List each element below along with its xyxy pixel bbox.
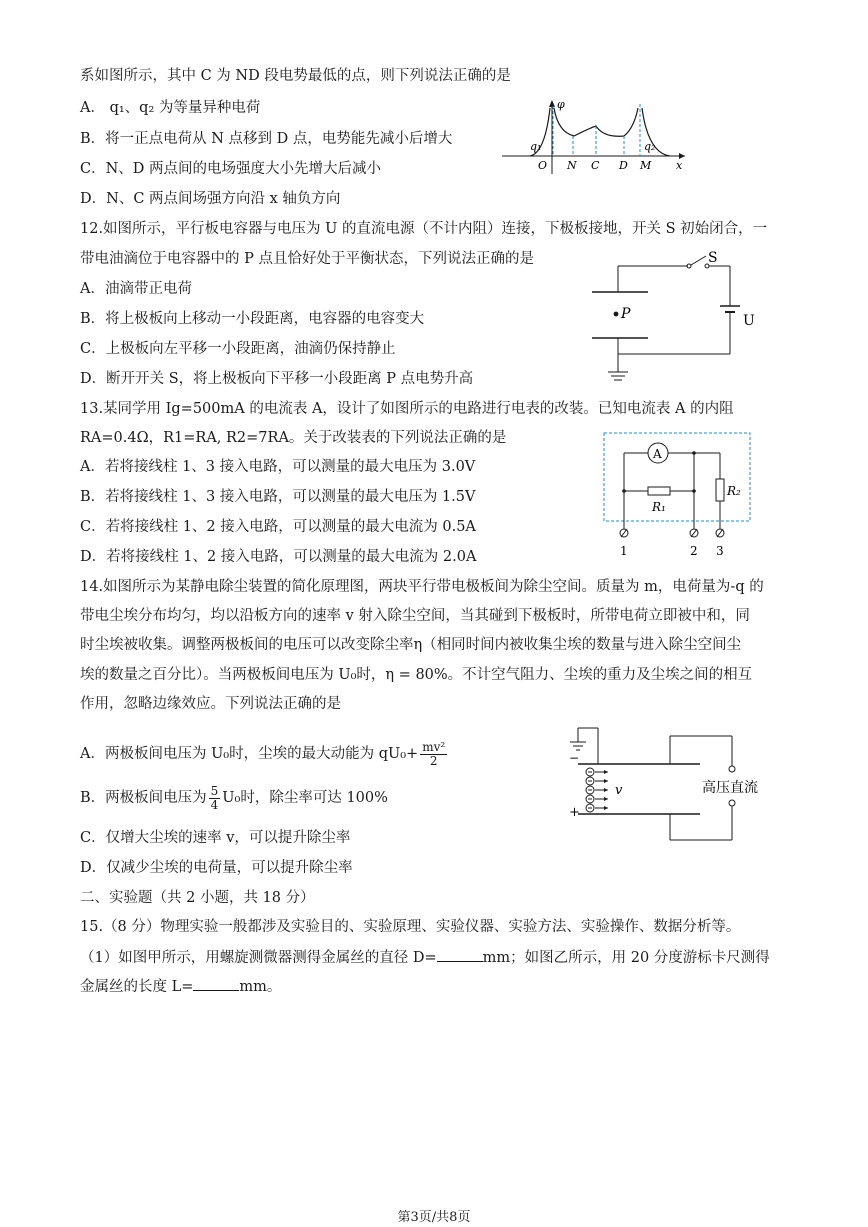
q15-sub1-text-a: （1）如图甲所示，用螺旋测微器测得金属丝的直径 D= xyxy=(80,950,437,966)
q14-option-b-fraction xyxy=(209,785,221,812)
q12-stem-line1: 12.如图所示，平行板电容器与电压为 U 的直流电源（不计内阻）连接，下极板接地，开关 S 初始闭合，一 xyxy=(80,221,768,237)
r2-label: R₂ xyxy=(727,484,741,498)
q14-stem-line1: 14.如图所示为某静电除尘装置的简化原理图，两块平行带电极板间为除尘空间。质量为 m，电荷量为-q 的 xyxy=(80,579,764,595)
terminal-1-label: 1 xyxy=(620,544,628,558)
potential-graph-figure xyxy=(500,98,690,178)
point-c-label: C xyxy=(591,159,600,172)
q1-label: q₁ xyxy=(530,140,542,153)
q13-option-b: B．若将接线柱 1、3 接入电路，可以测量的最大电压为 1.5V xyxy=(80,489,476,505)
q14-stem-line5: 作用，忽略边缘效应。下列说法正确的是 xyxy=(80,696,341,712)
q13-option-d: D．若将接线柱 1、2 接入电路，可以测量的最大电流为 2.0A xyxy=(80,549,477,565)
q14-b-numerator: 5 xyxy=(210,783,219,798)
q12-option-c: C．上极板向左平移一小段距离，油滴仍保持静止 xyxy=(80,341,396,357)
q14-option-a-fraction xyxy=(420,741,447,768)
q11-option-b: B．将一正点电荷从 N 点移到 D 点，电势能先减小后增大 xyxy=(80,131,453,147)
q14-option-b xyxy=(80,780,388,816)
diameter-answer-blank[interactable] xyxy=(437,947,483,962)
point-n-label: N xyxy=(567,159,577,172)
q12-option-a: A．油滴带正电荷 xyxy=(80,281,192,297)
q15-sub1-line1 xyxy=(80,947,770,968)
q14-stem-line2: 带电尘埃分布均匀，均以沿板方向的速率 v 射入除尘空间，当其碰到下极板时，所带电荷立即被中和，同 xyxy=(80,608,750,624)
q14-option-a-text: A．两极板间电压为 U₀时，尘埃的最大动能为 qU₀+ xyxy=(80,746,419,762)
axis-phi-label: φ xyxy=(557,98,565,111)
terminal-3-label: 3 xyxy=(716,544,724,558)
q11-option-c: C．N、D 两点间的电场强度大小先增大后减小 xyxy=(80,161,382,177)
q15-sub1-text-d: mm。 xyxy=(239,979,282,995)
q15-stem: 15.（8 分）物理实验一般都涉及实验目的、实验原理、实验仪器、实验方法、实验操作、数据分析等。 xyxy=(80,919,741,935)
q13-stem-line1: 13.某同学用 Ig=500mA 的电流表 A，设计了如图所示的电路进行电表的改装。已知电流表 A 的内阻 xyxy=(80,401,734,417)
ammeter-a-label: A xyxy=(653,447,662,461)
point-d-label: D xyxy=(619,159,628,172)
dust-removal-figure xyxy=(560,724,780,846)
q14-a-numerator: mv² xyxy=(422,739,446,754)
q11-option-d: D．N、C 两点间场强方向沿 x 轴负方向 xyxy=(80,191,341,207)
positive-plate-sign: + xyxy=(569,805,580,820)
axis-x-label: x xyxy=(676,159,683,172)
q14-stem-line3: 时尘埃被收集。调整两极板间的电压可以改变除尘率η（相同时间内被收集尘埃的数量与进入除尘空间尘 xyxy=(80,637,742,653)
capacitor-circuit-figure xyxy=(590,248,770,384)
meter-circuit-figure xyxy=(600,431,756,561)
q13-option-c: C．若将接线柱 1、2 接入电路，可以测量的最大电流为 0.5A xyxy=(80,519,476,535)
q15-sub1-text-c: 金属丝的长度 L= xyxy=(80,979,194,995)
q13-stem-line2: RA=0.4Ω，R1=RA, R2=7RA。关于改装表的下列说法正确的是 xyxy=(80,430,507,446)
q15-sub1-line2 xyxy=(80,976,281,997)
q13-option-a: A．若将接线柱 1、3 接入电路，可以测量的最大电压为 3.0V xyxy=(80,459,476,475)
q15-sub1-text-b: mm；如图乙所示，用 20 分度游标卡尺测得 xyxy=(482,950,770,966)
point-m-label: M xyxy=(640,159,652,172)
q12-option-d: D．断开开关 S，将上极板向下平移一小段距离 P 点电势升高 xyxy=(80,371,474,387)
switch-s-label: S xyxy=(708,250,718,266)
page-footer: 第3页/共8页 xyxy=(397,1210,471,1225)
q14-option-b-text: B．两极板间电压为 xyxy=(80,790,207,806)
dust-particles xyxy=(586,768,608,812)
q14-b-denominator: 4 xyxy=(210,797,219,812)
r1-label: R₁ xyxy=(652,500,666,514)
q11-option-a: A． q₁、q₂ 为等量异种电荷 xyxy=(80,100,261,116)
q14-option-c: C．仅增大尘埃的速率 v，可以提升除尘率 xyxy=(80,830,351,846)
q14-stem-line4: 埃的数量之百分比）。当两极板间电压为 U₀时，η = 80%。不计空气阻力、尘埃的重力及尘埃之间的相互 xyxy=(80,667,753,683)
velocity-v-label: v xyxy=(615,783,623,798)
q12-option-b: B．将上极板向上移动一小段距离，电容器的电容变大 xyxy=(80,311,425,327)
q12-stem-line2: 带电油滴位于电容器中的 P 点且恰好处于平衡状态，下列说法正确的是 xyxy=(80,251,534,267)
voltage-u-label: U xyxy=(743,313,755,329)
point-p-label: P xyxy=(621,306,631,322)
q14-option-d: D．仅减少尘埃的电荷量，可以提升除尘率 xyxy=(80,860,353,876)
q14-option-b-text-end: U₀时，除尘率可达 100% xyxy=(222,790,388,806)
q11-stem: 系如图所示，其中 C 为 ND 段电势最低的点，则下列说法正确的是 xyxy=(80,68,511,84)
length-answer-blank[interactable] xyxy=(193,976,239,991)
section-heading-experiments: 二、实验题（共 2 小题，共 18 分） xyxy=(80,890,315,906)
terminal-2-label: 2 xyxy=(690,544,698,558)
negative-plate-sign: − xyxy=(569,751,580,765)
q14-a-denominator: 2 xyxy=(429,753,438,768)
hv-dc-label: 高压直流 xyxy=(702,780,758,796)
origin-label: O xyxy=(538,159,548,172)
q14-option-a xyxy=(80,736,449,772)
q2-label: q₂ xyxy=(644,140,656,153)
